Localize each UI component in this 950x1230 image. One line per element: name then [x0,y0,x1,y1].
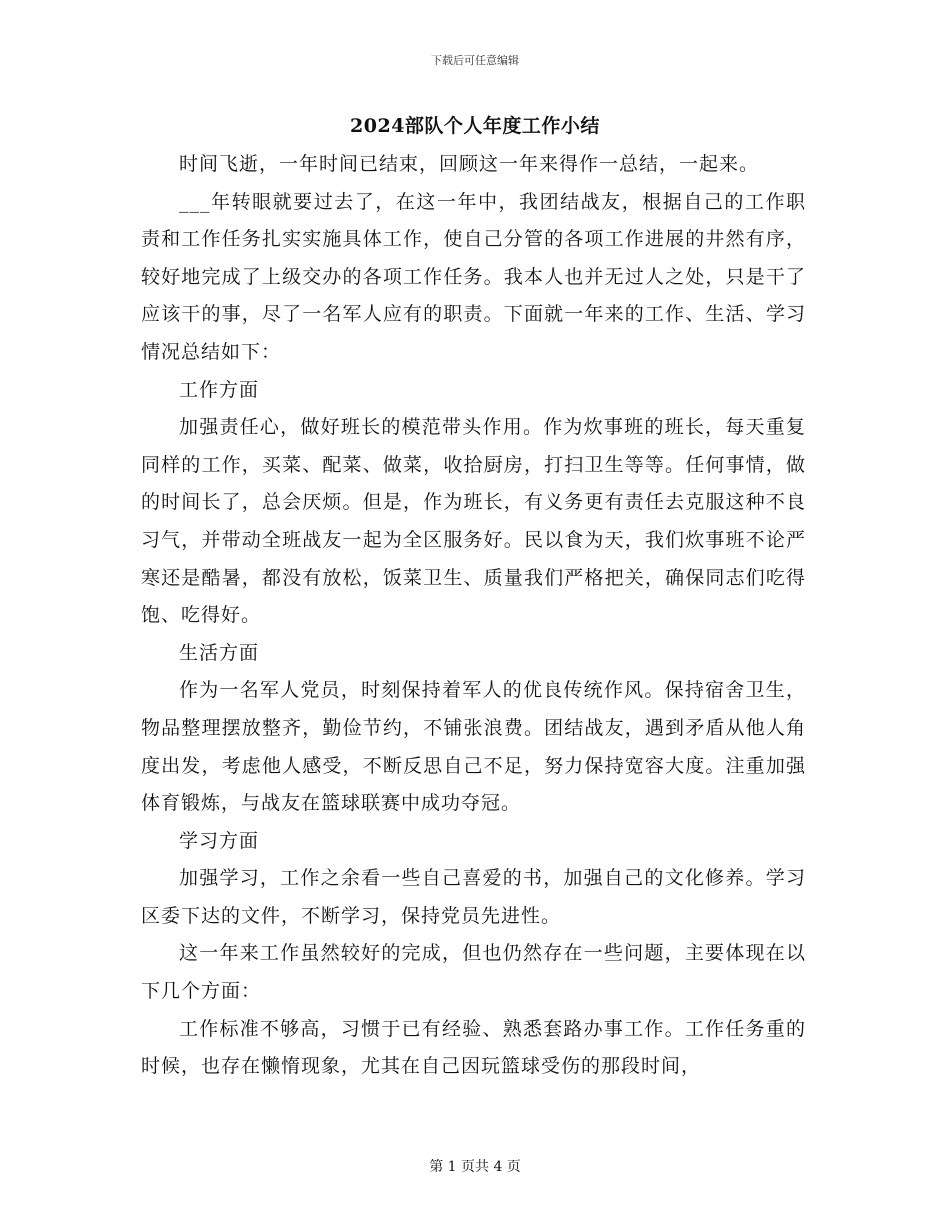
paragraph-work: 加强责任心，做好班长的模范带头作用。作为炊事班的班长，每天重复同样的工作，买菜、配菜、做菜，收拾厨房，打扫卫生等等。任何事情，做的时间长了，总会厌烦。但是，作为班长，有义务更有责任去克服这种不良习气，并带动全班战友一起为全区服务好。民以食为天，我们炊事班不论严寒还是酷暑，都没有放松，饭菜卫生、质量我们严格把关，确保同志们吃得饱、吃得好。 [141,416,806,627]
paragraph-intro: 时间飞逝，一年时间已结束，回顾这一年来得作一总结，一起来。 [179,153,760,175]
page-number: 第 1 页共 4 页 [429,1159,521,1175]
page-header-note: 下载后可任意编辑 [431,54,519,67]
paragraph-life: 作为一名军人党员，时刻保持着军人的优良传统作风。保持宿舍卫生，物品整理摆放整齐，勤俭节约，不铺张浪费。团结战友，遇到矛盾从他人角度出发，考虑他人感受，不断反思自己不足，努力保持宽容大度。注重加强体育锻炼，与战友在篮球联赛中成功夺冠。 [141,679,806,815]
document-title: 2024部队个人年度工作小结 [350,115,600,137]
paragraph-problems-intro: 这一年来工作虽然较好的完成，但也仍然存在一些问题，主要体现在以下几个方面： [141,942,806,1003]
section-heading-study: 学习方面 [179,829,260,852]
document-body [141,146,806,1086]
section-heading-life: 生活方面 [179,641,260,664]
section-heading-work: 工作方面 [179,378,260,401]
paragraph-study: 加强学习，工作之余看一些自己喜爱的书，加强自己的文化修养。学习区委下达的文件，不断学习，保持党员先进性。 [141,867,806,927]
paragraph-overview: ___年转眼就要过去了，在这一年中，我团结战友，根据自己的工作职责和工作任务扎实实施具体工作，使自己分管的各项工作进展的井然有序，较好地完成了上级交办的各项工作任务。我本人也并无过人之处，只是干了应该干的事，尽了一名军人应有的职责。下面就一年来的工作、生活、学习情况总结如下： [141,190,806,363]
paragraph-problems-detail: 工作标准不够高，习惯于已有经验、熟悉套路办事工作。工作任务重的时候，也存在懒惰现象，尤其在自己因玩篮球受伤的那段时间， [141,1017,806,1078]
